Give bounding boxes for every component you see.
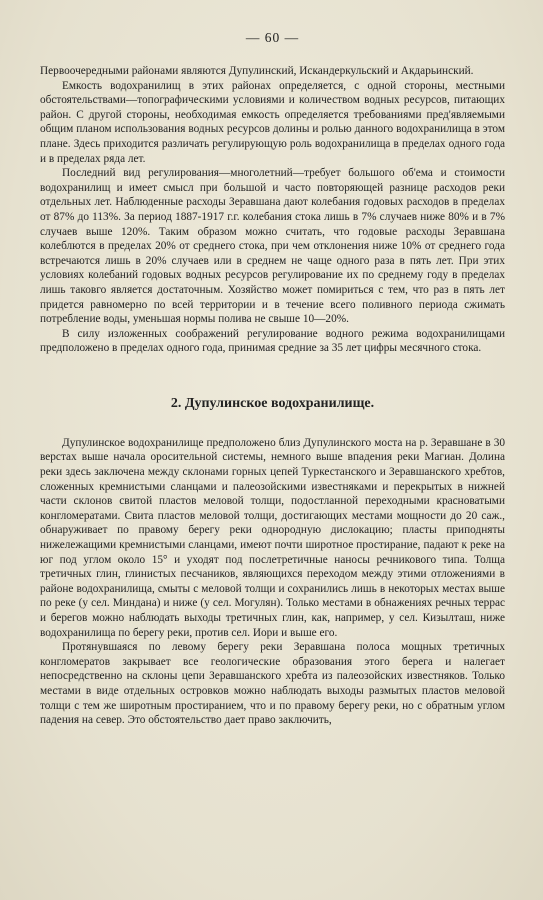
section-title: 2. Дупулинское водохранилище. [170,395,375,411]
page-number: — 60 — [245,30,300,45]
paragraph: В силу изложенных соображений регулирование водного режима водохранилищами предположено в пределах одного года, принимая средние за 35 лет цифры месячного стока. [40,327,505,355]
paragraph: Последний вид регулирования—многолетний—требует большого об'ема и стоимости водохранилищ и имеет смысл при большой и часто повторяющей разнице расходов реки отдельных лет. Наблюденные расходы Зеравшана дают колебания годовых расходов в пределах от 87% до 113%. За период 1887-1917 г.г. колебания стока лишь в 7% случаев ниже 80% и в 7% случаев выше 120%. Таким образом можно считать, что годовые расходы Зеравшана колеблются в пределах 20% от среднего стока, при чем отклонения ниже 10% от среднего года встречаются лишь в 20% случаев или в среднем не чаще одного раза в пять лет. При этих условиях колебаний годовых водных ресурсов регулирование их по среднему году в пределах лишь таковго является достаточным. Хозяйство может помириться с тем, что раз в пять лет придется равномерно по всей территории и в течение всего поливного периода сжимать потребление воды, уменьшая нормы полива не свыше 10—20%. [40,167,505,326]
paragraph: Емкость водохранилищ в этих районах определяется, с одной стороны, местными обстоятельствами—топографическими условиями и количеством водных ресурсов, питающих район. С другой стороны, необходимая емкость определяется требованиями пред'являемыми общим планом использования водных ресурсов долины и ролью данного водохранилища в этом плане. Здесь приходится различать регулирующую роль водохранилища в пределах одного года и в пределах ряда лет. [40,79,505,165]
paragraph: Дупулинское водохранилище предположено близ Дупулинского моста на р. Зеравшане в 30 верстах выше начала оросительной системы, немного выше впадения реки Магиан. Долина реки здесь заключена между склонами горных цепей Туркестанского и Зеравшанского хребтов, сложенных кремнистыми сланцами и палеозойскими известняками и перекрытых в нижней части склонов свитой пластов меловой толщи, подостланной переходными красноватыми конгломератами. Свита пластов меловой толщи, достигающих местами мощности до 20 саж., обнаруживает по правому берегу реки однородную дислокацию; пласты приподняты нижележащими кремнистыми сланцами, имеют почти широтное простирание, падают к реке на юг под углом около 15° и уходят под послетретичные наносы речникового типа. Толща третичных глин, глинистых песчаников, являющихся переходом между этими отложениями в районе водохранилища, смыты с меловой толщи и сохранились лишь в некоторых местах выше по реке (у сел. Миндана) и ниже (у сел. Могулян). Только местами в обнажениях речных террас и берегов можно наблюдать выходы третичных глин, как, например, у сел. Кизылташ, ниже водохранилища по берегу реки, против сел. Иори и выше его. [40,436,505,639]
paragraph: Первоочередными районами являются Дупулинский, Искандеркульский и Акдарьинский. [40,65,474,77]
section-spacer [40,356,505,396]
paragraph: Протянувшаяся по левому берегу реки Зеравшана полоса мощных третичных конгломератов закрывает все геологические образования этого берега и налегает непосредственно на склоны цепи Зеравшанского хребта из палеозойских известняков. Только местами в виде отдельных островков можно наблюдать выходы размытых пластов меловой толщи с тем же широтным простиранием, что и по правому берегу реки, но с обратным углом падения на север. Это обстоятельство дает право заключить, [40,641,505,727]
